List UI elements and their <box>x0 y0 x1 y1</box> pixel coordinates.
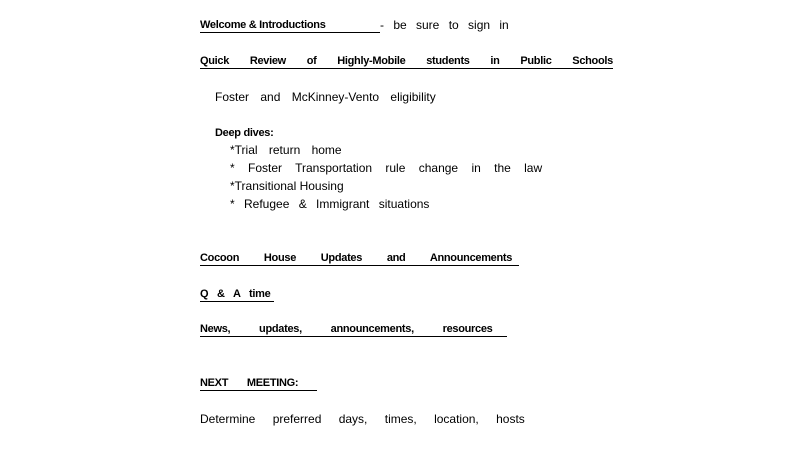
deep-dive-item: *Trial return home <box>230 143 342 157</box>
review-heading: Quick Review of Highly-Mobile students in Public Schools <box>200 55 613 67</box>
deep-dive-item: * Refugee & Immigrant situations <box>230 197 430 211</box>
next-meeting-heading: NEXT MEETING: <box>200 377 299 389</box>
qa-underline <box>200 301 274 302</box>
next-meeting-details: Determine preferred days, times, location, hosts <box>200 412 525 426</box>
eligibility-text: Foster and McKinney-Vento eligibility <box>215 90 436 104</box>
review-underline <box>200 68 613 69</box>
qa-heading: Q & A time <box>200 288 271 300</box>
deep-dive-item: * Foster Transportation rule change in the law <box>230 161 543 175</box>
cocoon-underline <box>200 265 519 266</box>
cocoon-heading: Cocoon House Updates and Announcements <box>200 252 513 264</box>
deep-dives-title: Deep dives: <box>215 127 274 139</box>
deep-dive-item: *Transitional Housing <box>230 179 344 193</box>
welcome-note: - be sure to sign in <box>380 18 509 32</box>
news-underline <box>200 336 507 337</box>
news-heading: News, updates, announcements, resources <box>200 323 493 335</box>
next-meeting-underline <box>200 390 317 391</box>
welcome-underline <box>200 32 380 33</box>
welcome-heading: Welcome & Introductions <box>200 19 326 31</box>
